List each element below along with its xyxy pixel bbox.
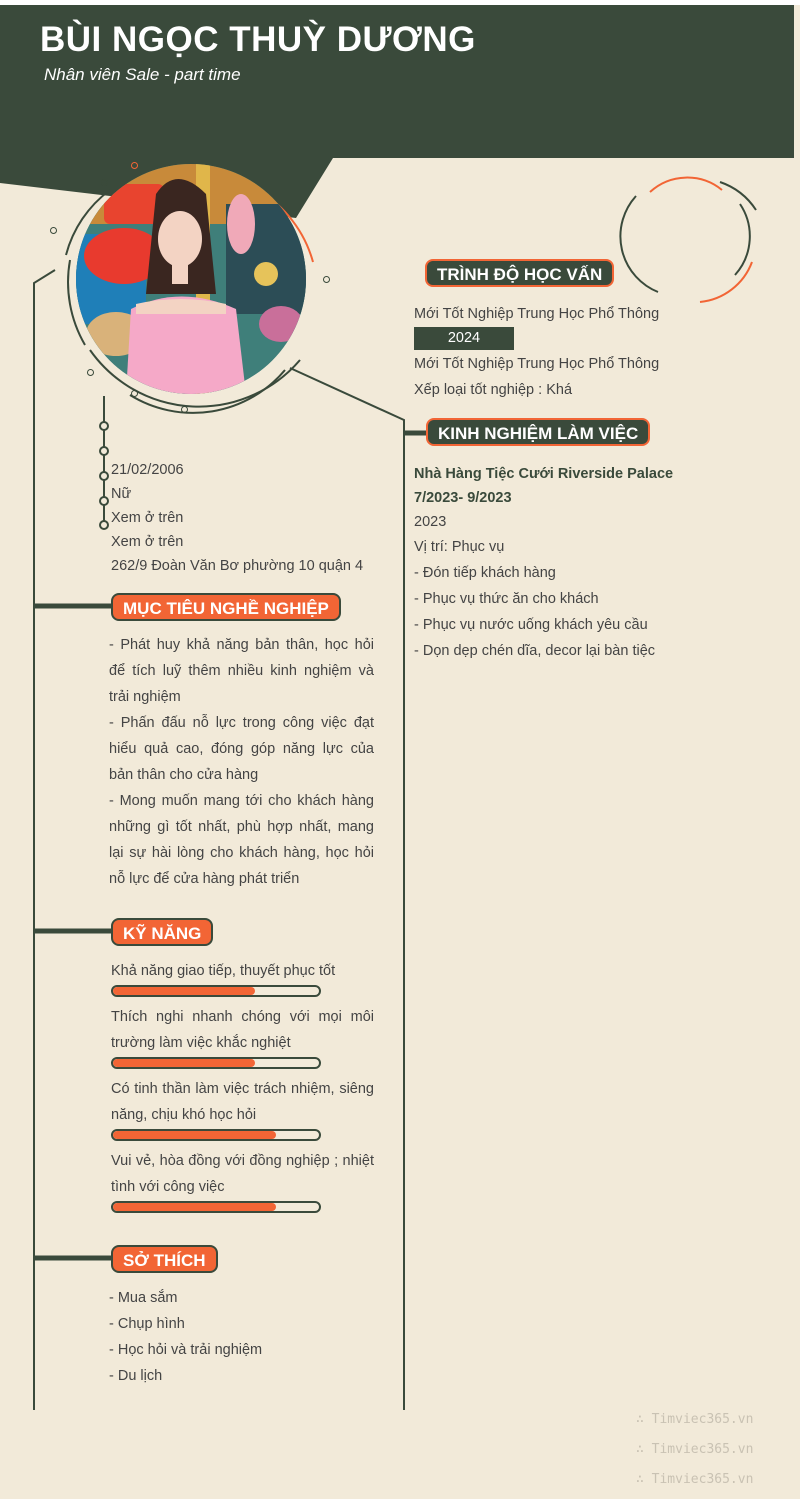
ring-dark-left xyxy=(620,196,658,292)
avatar-photo xyxy=(76,164,306,394)
hobby-item: - Mua sắm xyxy=(109,1290,178,1306)
hobby-item: - Chụp hình xyxy=(109,1316,185,1332)
timeline-node xyxy=(99,421,109,431)
hobby-item: - Học hỏi và trải nghiệm xyxy=(109,1342,263,1358)
skill-bar-fill xyxy=(113,1131,276,1139)
timeline-node xyxy=(99,496,109,506)
address: 262/9 Đoàn Văn Bơ phường 10 quận 4 xyxy=(111,558,364,574)
experience-period: 7/2023- 9/2023 xyxy=(414,490,512,506)
candidate-name: BÙI NGỌC THUỲ DƯƠNG xyxy=(40,20,476,59)
skill-name: Có tinh thần làm việc trách nhiệm, siêng năng, chịu khó học hỏi xyxy=(111,1081,374,1123)
decor-dot xyxy=(181,406,188,413)
skills-heading: KỸ NĂNG xyxy=(111,918,213,946)
skill-bar-fill xyxy=(113,1203,276,1211)
objective-paragraph: - Mong muốn mang tới cho khách hàng những gì tốt nhất, phù hợp nhất, mang lại sự hài lòng cho khách hàng, học hỏi nỗ lực để cửa hàng phát triển xyxy=(109,793,374,887)
gender: Nữ xyxy=(111,486,132,502)
watermark: ∴ Timviec365.vn xyxy=(636,1412,754,1427)
decor-dot xyxy=(87,369,94,376)
ring-dark-top xyxy=(720,182,756,210)
skill-bar xyxy=(111,985,321,997)
skill-name: Thích nghi nhanh chóng với mọi môi trường làm việc khắc nghiệt xyxy=(111,1009,374,1051)
education-degree: Mới Tốt Nghiệp Trung Học Phổ Thông xyxy=(414,356,660,372)
experience-task: - Dọn dẹp chén dĩa, decor lại bàn tiệc xyxy=(414,643,656,659)
decor-dot xyxy=(323,276,330,283)
experience-heading: KINH NGHIỆM LÀM VIỆC xyxy=(426,418,650,446)
skill-bar xyxy=(111,1201,321,1213)
experience-year: 2023 xyxy=(414,514,447,530)
education-heading: TRÌNH ĐỘ HỌC VẤN xyxy=(425,259,614,287)
top-strip xyxy=(0,0,800,5)
education-grade: Xếp loại tốt nghiệp : Khá xyxy=(414,382,573,398)
timeline-node xyxy=(99,446,109,456)
timeline-node xyxy=(99,520,109,530)
dob: 21/02/2006 xyxy=(111,462,184,478)
ring-dark-right xyxy=(735,204,750,275)
decor-dot xyxy=(101,179,108,186)
decor-dot xyxy=(50,227,57,234)
objective-paragraph: - Phát huy khả năng bản thân, học hỏi để tích luỹ thêm nhiều kinh nghiệm và trải nghiệm xyxy=(109,637,374,705)
experience-tasks xyxy=(414,560,655,664)
education-year: 2024 xyxy=(414,327,514,350)
hobby-item: - Du lịch xyxy=(109,1368,163,1384)
email: Xem ở trên xyxy=(111,534,184,550)
hobbies-list xyxy=(109,1285,262,1389)
skill-bar-fill xyxy=(113,1059,255,1067)
phone: Xem ở trên xyxy=(111,510,184,526)
ring-orange-bottom xyxy=(700,262,752,302)
decor-dot xyxy=(131,390,138,397)
experience-task: - Phục vụ thức ăn cho khách xyxy=(414,591,599,607)
experience-task: - Phục vụ nước uống khách yêu cầu xyxy=(414,617,648,633)
hobbies-heading: SỞ THÍCH xyxy=(111,1245,218,1273)
left-timeline-line xyxy=(34,270,55,1410)
watermark: ∴ Timviec365.vn xyxy=(636,1442,754,1457)
experience-task: - Đón tiếp khách hàng xyxy=(414,565,556,581)
experience-position: Vị trí: Phục vụ xyxy=(414,539,505,555)
skill-name: Vui vẻ, hòa đồng với đồng nghiệp ; nhiệt tình với công việc xyxy=(111,1153,374,1195)
decor-dot xyxy=(131,162,138,169)
ring-orange-top xyxy=(650,178,722,192)
personal-info xyxy=(111,458,363,578)
skill-bar-fill xyxy=(113,987,255,995)
skill-name: Khả năng giao tiếp, thuyết phục tốt xyxy=(111,963,336,979)
education-school: Mới Tốt Nghiệp Trung Học Phổ Thông xyxy=(414,306,660,322)
skill-bar xyxy=(111,1129,321,1141)
candidate-title: Nhân viên Sale - part time xyxy=(44,65,241,84)
avatar xyxy=(76,164,306,394)
objective-paragraph: - Phấn đấu nỗ lực trong công việc đạt hiểu quả cao, đóng góp năng lực của bản thân cho cửa hàng xyxy=(109,715,374,783)
skill-bar xyxy=(111,1057,321,1069)
objective-body xyxy=(109,632,374,892)
watermark: ∴ Timviec365.vn xyxy=(636,1472,754,1487)
objective-heading: MỤC TIÊU NGHỀ NGHIỆP xyxy=(111,593,341,621)
timeline-node xyxy=(99,471,109,481)
experience-company: Nhà Hàng Tiệc Cưới Riverside Palace xyxy=(414,466,674,482)
